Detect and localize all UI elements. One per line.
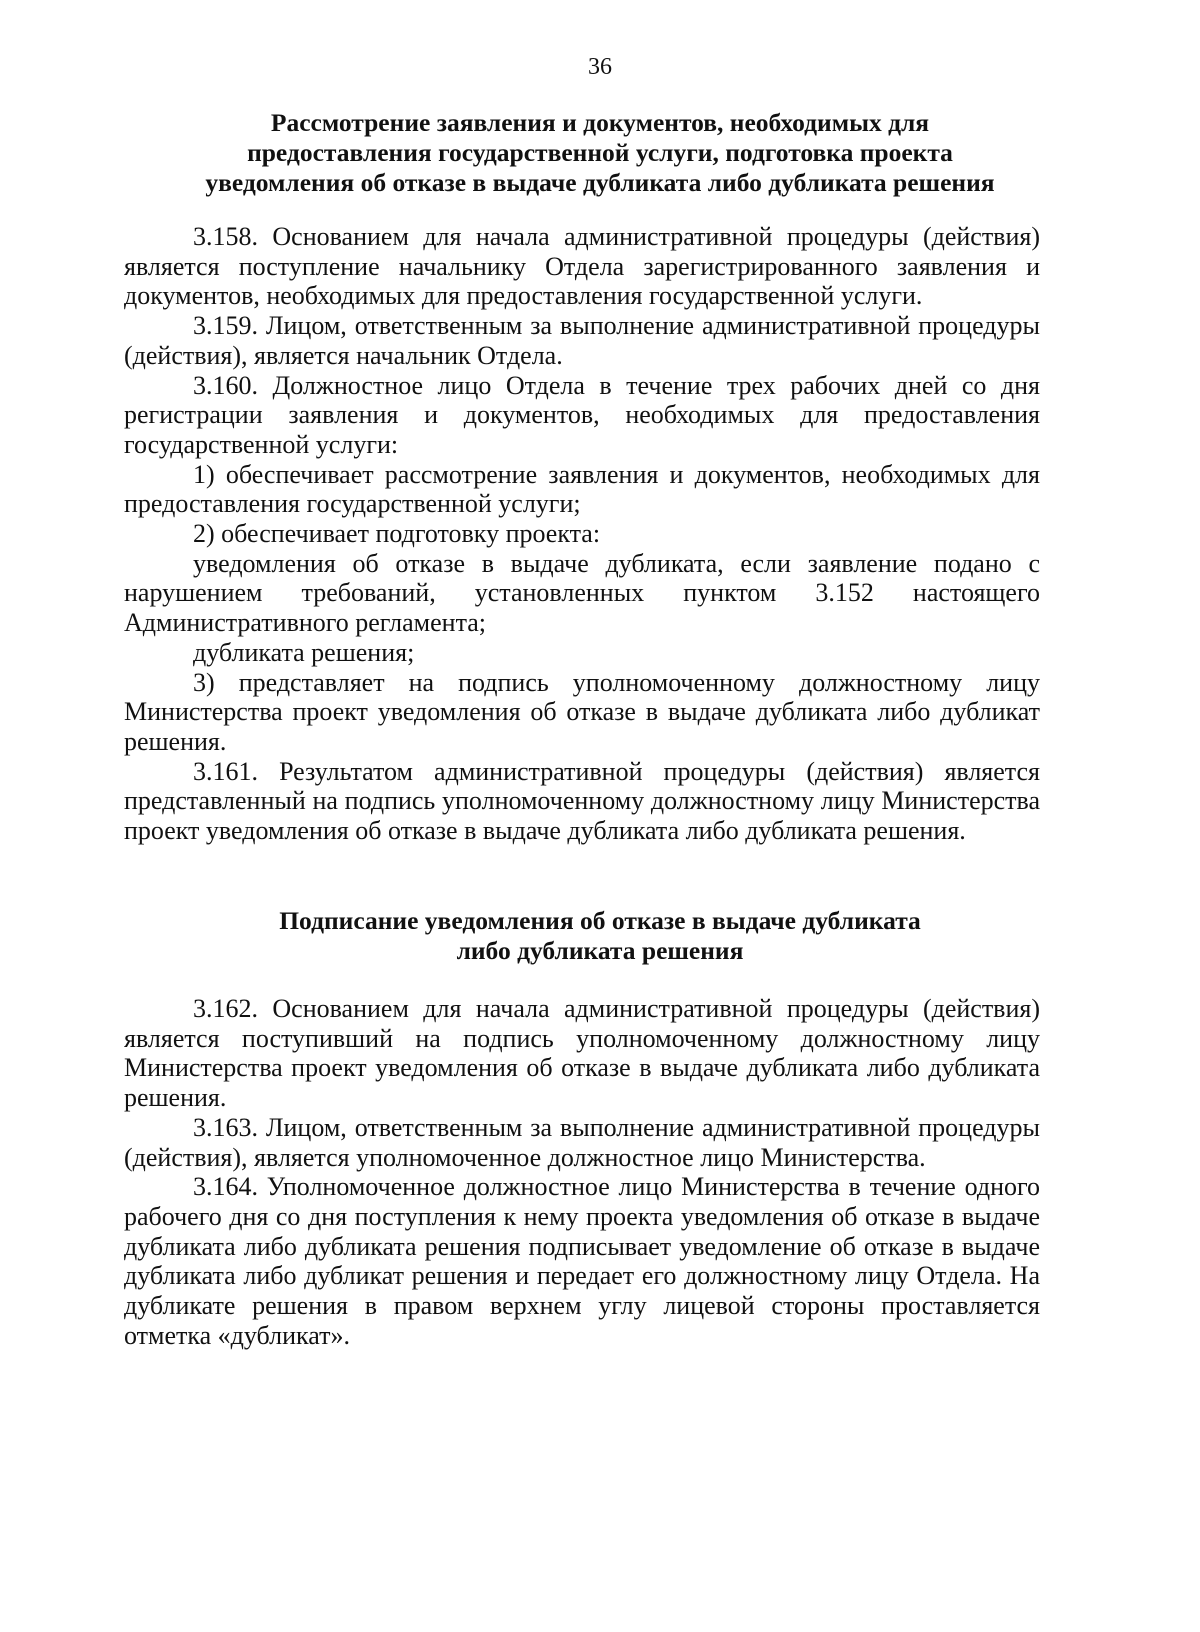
section-heading-signing [110,906,1090,966]
paragraph-3-163: 3.163. Лицом, ответственным за выполнение административной процедуры (действия), является уполномоченное должностное лицо Министерства. [124,1112,1040,1172]
list-item-1: 1) обеспечивает рассмотрение заявления и документов, необходимых для предоставления государственной услуги; [124,459,1040,519]
heading-line: Рассмотрение заявления и документов, необходимых для [270,108,930,137]
section-body-review [124,222,1040,846]
paragraph-3-161: 3.161. Результатом административной процедуры (действия) является представленный на подпись уполномоченному должностному лицу Министерства проект уведомления об отказе в выдаче дубликата либо дубликата решения. [124,756,1040,846]
paragraph-3-164: 3.164. Уполномоченное должностное лицо Министерства в течение одного рабочего дня со дня поступления к нему проекта уведомления об отказе в выдаче дубликата либо дубликата решения подписывает уведомление об отказе в выдаче дубликата либо дубликат решения и передает его должностному лицу Отдела. На дубликате решения в правом верхнем углу лицевой стороны проставляется отметка «дубликат». [124,1172,1040,1350]
paragraph-3-158: 3.158. Основанием для начала административной процедуры (действия) является поступление начальнику Отдела зарегистрированного заявления и документов, необходимых для предоставления государственной услуги. [124,222,1040,311]
section-body-signing [124,994,1040,1350]
heading-line: уведомления об отказе в выдаче дубликата либо дубликата решения [205,168,995,197]
list-subitem-duplicate: дубликата решения; [193,637,415,667]
paragraph-3-162: 3.162. Основанием для начала административной процедуры (действия) является поступивший на подпись уполномоченному должностному лицу Министерства проект уведомления об отказе в выдаче дубликата либо дубликата решения. [124,994,1040,1113]
paragraph-3-159: 3.159. Лицом, ответственным за выполнение административной процедуры (действия), является начальник Отдела. [124,311,1040,370]
heading-line: предоставления государственной услуги, подготовка проекта [247,138,953,167]
list-subitem-refusal: уведомления об отказе в выдаче дубликата, если заявление подано с нарушением требований, установленных пунктом 3.152 настоящего Административного регламента; [124,548,1040,638]
list-item-3: 3) представляет на подпись уполномоченному должностному лицу Министерства проект уведомления об отказе в выдаче дубликата либо дубликат решения. [124,667,1040,756]
paragraph-3-160: 3.160. Должностное лицо Отдела в течение трех рабочих дней со дня регистрации заявления и документов, необходимых для предоставления государственной услуги: [124,370,1040,459]
page-number: 36 [588,54,612,80]
list-item-2: 2) обеспечивает подготовку проекта: [193,519,601,549]
heading-line: либо дубликата решения [456,936,744,965]
section-heading-review [110,108,1090,198]
heading-line: Подписание уведомления об отказе в выдаче дубликата [279,906,921,935]
